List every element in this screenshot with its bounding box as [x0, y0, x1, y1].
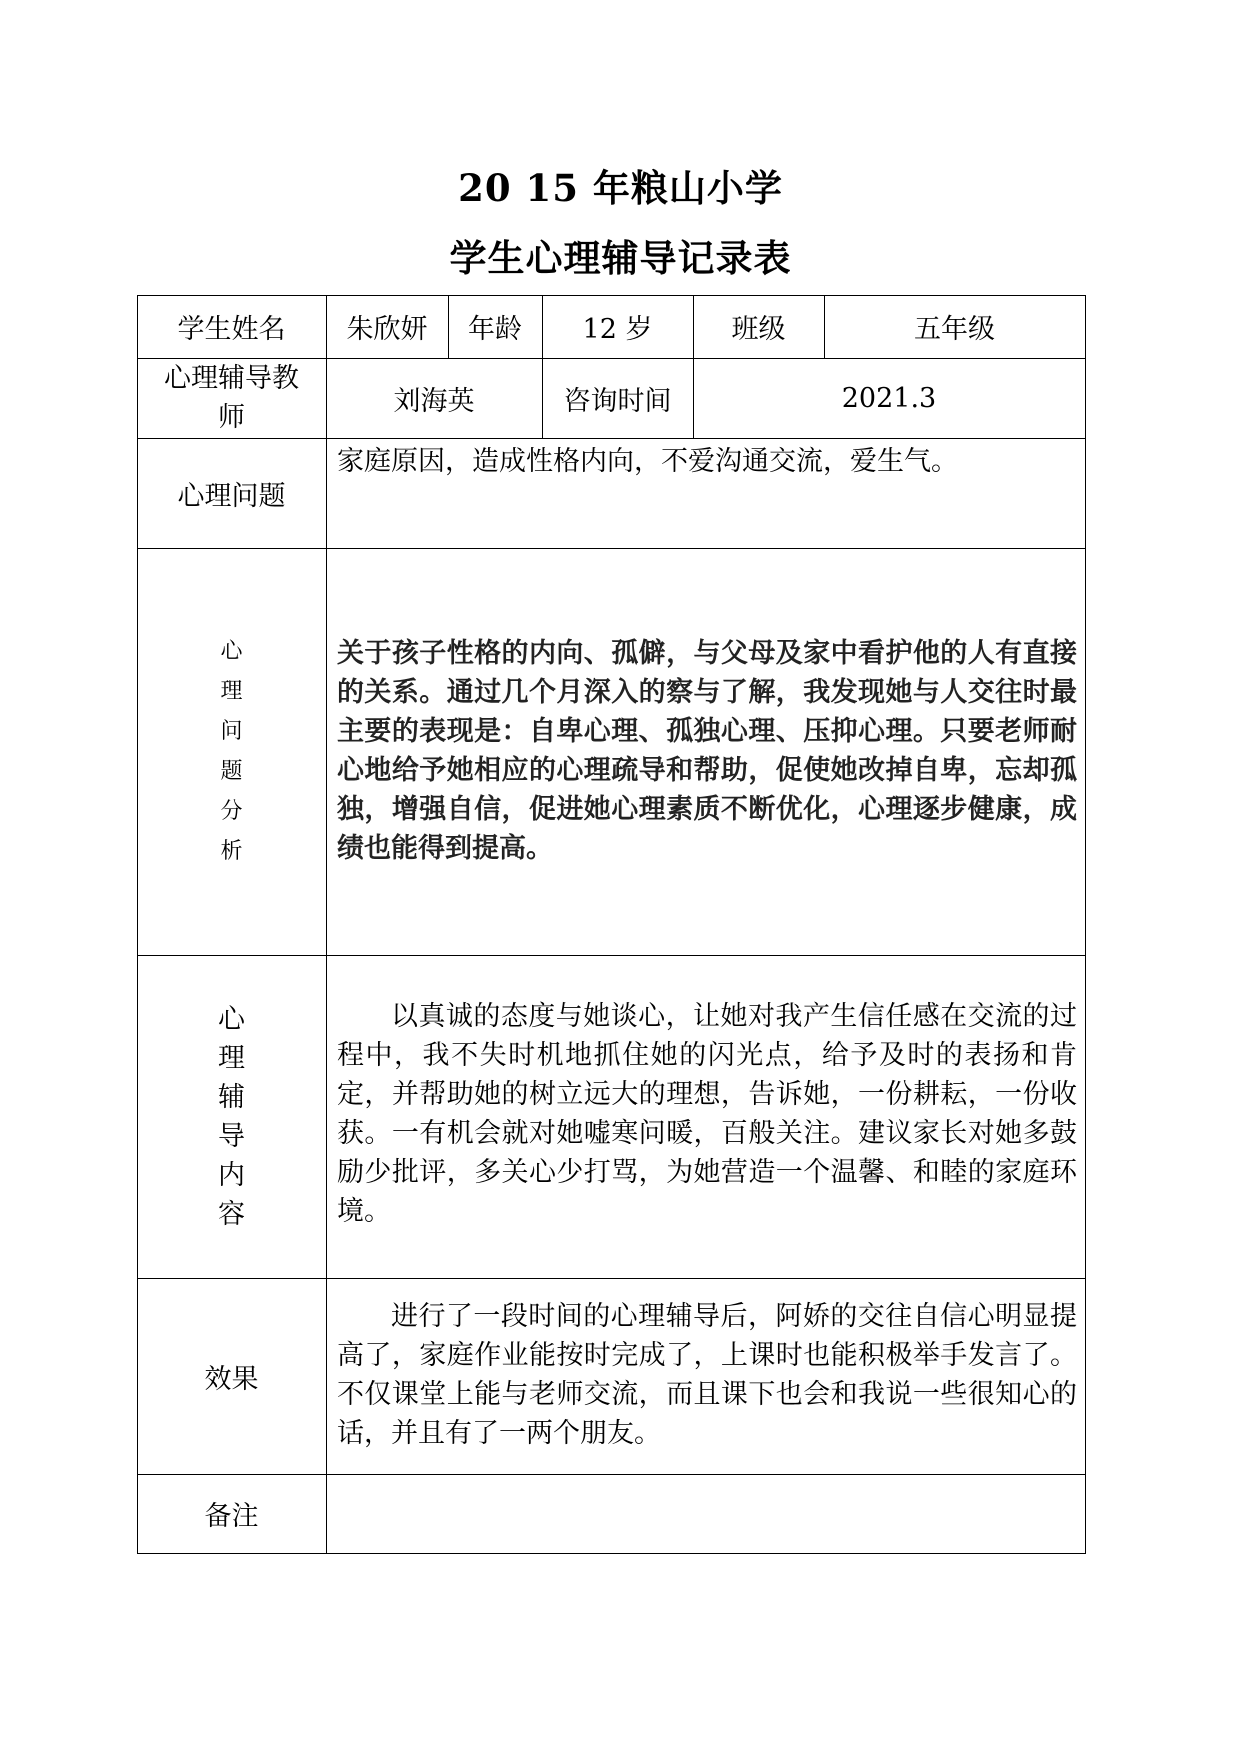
problem-label: 心理问题 — [177, 480, 286, 512]
content-label-char: 容 — [218, 1198, 245, 1230]
analysis-label-char: 题 — [220, 758, 243, 784]
content-label-char: 内 — [218, 1159, 245, 1191]
table-border — [326, 295, 327, 1554]
content-label-char: 导 — [218, 1120, 245, 1152]
remarks-label: 备注 — [204, 1501, 259, 1532]
analysis-label-char: 分 — [220, 798, 243, 824]
consult-time-label: 咨询时间 — [563, 385, 672, 417]
analysis-label-char: 心 — [220, 638, 243, 664]
problem-text: 家庭原因，造成性格内向，不爱沟通交流，爱生气。 — [337, 446, 958, 477]
table-border — [137, 1553, 1086, 1554]
content-label — [137, 955, 326, 1278]
remarks-text — [337, 1478, 1077, 1548]
class-value: 五年级 — [914, 314, 995, 345]
class-label: 班级 — [731, 314, 786, 345]
content-label-char: 心 — [218, 1003, 245, 1035]
table-border — [1085, 295, 1086, 1554]
student-name-value: 朱欣妍 — [346, 314, 428, 345]
age-label: 年龄 — [468, 314, 522, 345]
form-title: 学生心理辅导记录表 — [449, 236, 792, 280]
effect-text: 进行了一段时间的心理辅导后，阿娇的交往自信心明显提高了，家庭作业能按时完成了，上课时也能积极举手发言了。不仅课堂上能与老师交流，而且课下也会和我说一些很知心的话，并且有了一两个朋友。 — [337, 1301, 1077, 1449]
age-value: 12 岁 — [582, 314, 653, 345]
analysis-label — [137, 548, 326, 955]
effect-label: 效果 — [204, 1363, 259, 1395]
content-text: 以真诚的态度与她谈心，让她对我产生信任感在交流的过程中，我不失时机地抓住她的闪光点，给予及时的表扬和肯定，并帮助她的树立远大的理想，告诉她，一份耕耘，一份收获。一有机会就对她嘘寒问暖，百般关注。建议家长对她多鼓励少批评，多关心少打骂，为她营造一个温馨、和睦的家庭环境。 — [337, 1001, 1077, 1227]
school-title: 20 15 年粮山小学 — [458, 166, 783, 210]
student-name-label: 学生姓名 — [177, 314, 286, 345]
analysis-label-char: 理 — [220, 678, 243, 704]
teacher-value: 刘海英 — [393, 385, 475, 417]
teacher-label-line1: 心理辅导教 — [164, 363, 299, 394]
analysis-text: 关于孩子性格的内向、孤僻，与父母及家中看护他的人有直接的关系。通过几个月深入的察与了解，我发现她与人交往时最主要的表现是：自卑心理、孤独心理、压抑心理。只要老师耐心地给予她相应的心理疏导和帮助，促使她改掉自卑，忘却孤独，增强自信，促进她心理素质不断优化，心理逐步健康，成绩也能得到提高。 — [337, 638, 1077, 864]
content-label-char: 理 — [218, 1042, 245, 1074]
teacher-label-line2: 师 — [218, 402, 245, 433]
content-label-char: 辅 — [218, 1081, 245, 1113]
analysis-label-char: 问 — [220, 718, 243, 744]
analysis-label-char: 析 — [220, 838, 243, 864]
teacher-label — [137, 358, 326, 438]
consult-time-value: 2021.3 — [841, 382, 937, 414]
